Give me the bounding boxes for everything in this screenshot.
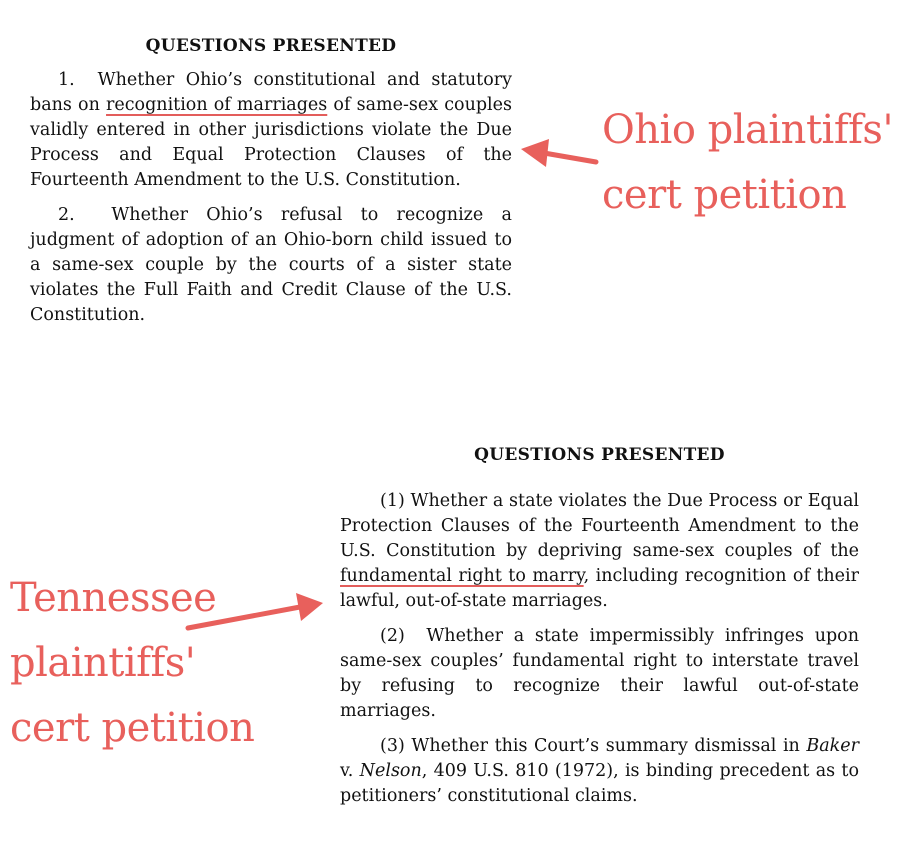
ohio-callout-line-1: Ohio plaintiffs' — [602, 107, 893, 153]
tennessee-question-2: (2) Whether a state impermissibly infringes upon same-sex couples’ fundamental right to interstate travel by refusing to recognize their lawful out-of-state marriages. — [340, 626, 859, 721]
case-versus: v. — [340, 761, 360, 781]
tennessee-heading: QUESTIONS PRESENTED — [474, 445, 725, 465]
ohio-question-2: 2. Whether Ohio’s refusal to recognize a judgment of adoption of an Ohio-born child issued to a same-sex couple by the courts of a sister state violates the Full Faith and Credit Clause of the U.S. Constitution. — [30, 205, 512, 325]
tennessee-arrow-icon — [188, 593, 323, 628]
tennessee-q1-text-after: , including recognition of their lawful, out-of-state marriages. — [340, 566, 859, 611]
tennessee-q1-underlined-phrase: fundamental right to marry — [340, 566, 584, 586]
tennessee-q3-text-after: , 409 U.S. 810 (1972), is binding precedent as to petitioners’ constitutional claims. — [340, 761, 859, 806]
ohio-q1-text-before: 1. Whether Ohio’s constitutional and statutory bans on — [30, 70, 512, 115]
ohio-arrow-icon — [521, 139, 596, 167]
tennessee-q1-text-before: (1) Whether a state violates the Due Process or Equal Protection Clauses of the Fourteenth Amendment to the U.S. Constitution by depriving same-sex couples of the — [340, 491, 859, 561]
ohio-heading: QUESTIONS PRESENTED — [145, 36, 397, 56]
ohio-q1-underlined-phrase: recognition of marriages — [106, 95, 328, 115]
tennessee-callout-line-3: cert petition — [10, 705, 255, 751]
tennessee-callout-line-2: plaintiffs' — [10, 640, 196, 686]
tennessee-q3-text-before: (3) Whether this Court’s summary dismissal in — [380, 736, 807, 756]
ohio-callout-line-2: cert petition — [602, 172, 847, 218]
tennessee-callout-line-1: Tennessee — [10, 575, 217, 621]
ohio-q1-text-after: of same-sex couples validly entered in other jurisdictions violate the Due Process and Equal Protection Clauses of the Fourteenth Amendment to the U.S. Constitution. — [30, 95, 512, 190]
case-party-baker: Baker — [806, 736, 859, 756]
case-party-nelson: Nelson — [359, 761, 422, 781]
